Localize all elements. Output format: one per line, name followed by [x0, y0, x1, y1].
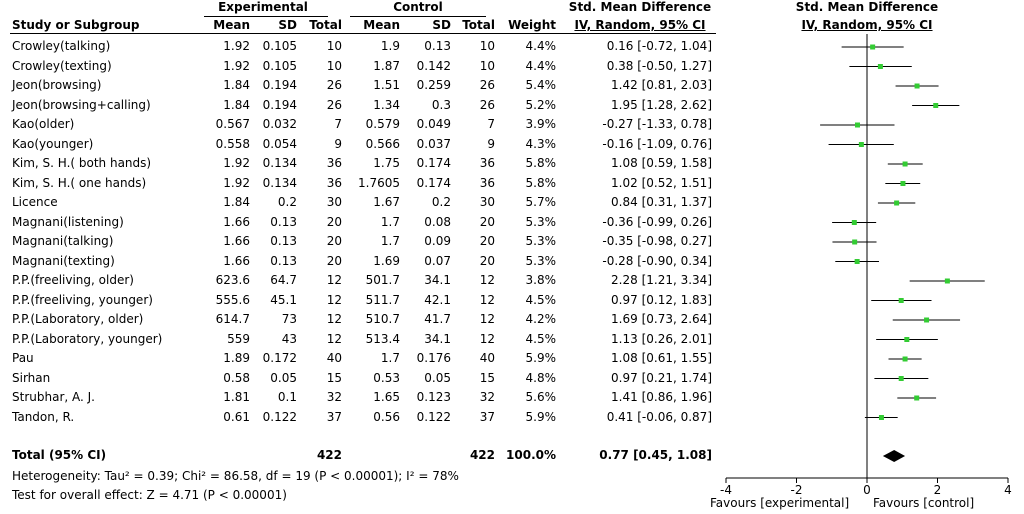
control-total: 36	[479, 156, 495, 170]
study-point	[852, 220, 857, 225]
control-total: 10	[479, 58, 495, 73]
experimental-sd: 0.032	[262, 117, 297, 131]
study-ci-text: -0.36 [-0.99, 0.26]	[602, 214, 712, 229]
study-ci-text: 0.97 [0.12, 1.83]	[611, 292, 712, 307]
study-weight: 5.3%	[525, 234, 556, 248]
experimental-mean: 0.61	[223, 409, 250, 424]
experimental-mean: 1.92	[223, 58, 250, 73]
study-point	[945, 279, 950, 284]
experimental-total: 20	[326, 214, 342, 229]
experimental-mean: 1.92	[223, 156, 250, 170]
experimental-total: 9	[334, 136, 342, 151]
experimental-sd: 0.194	[262, 78, 297, 92]
control-mean: 510.7	[365, 312, 400, 326]
study-ci-text: 1.13 [0.26, 2.01]	[611, 331, 712, 346]
experimental-total: 30	[326, 195, 342, 209]
study-weight: 4.5%	[525, 292, 556, 307]
experimental-total: 36	[326, 175, 342, 190]
control-total: 12	[479, 331, 495, 346]
control-mean: 1.7605	[358, 175, 400, 190]
experimental-mean: 614.7	[215, 312, 250, 326]
experimental-mean: 1.84	[223, 78, 250, 92]
control-total: 32	[479, 390, 495, 404]
experimental-total: 7	[334, 117, 342, 131]
study-ci-text: -0.35 [-0.98, 0.27]	[602, 234, 712, 248]
control-mean: 1.65	[373, 390, 400, 404]
x-tick-label: 2	[933, 483, 942, 497]
study-point	[852, 240, 857, 245]
favours-experimental-label: Favours [experimental]	[710, 496, 850, 510]
experimental-total: 32	[326, 390, 342, 404]
control-sd: 42.1	[424, 292, 451, 307]
study-name: Strubhar, A. J.	[12, 390, 95, 404]
study-name: Magnani(listening)	[12, 214, 124, 229]
experimental-mean: 0.558	[215, 136, 250, 151]
study-ci-text: 1.02 [0.52, 1.51]	[611, 175, 712, 190]
study-name: Sirhan	[12, 370, 51, 385]
experimental-total: 20	[326, 253, 342, 268]
study-name: Crowley(talking)	[12, 39, 111, 53]
study-ci-text: 1.41 [0.86, 1.96]	[611, 390, 712, 404]
study-ci-text: 1.69 [0.73, 2.64]	[611, 312, 712, 326]
pooled-diamond	[883, 450, 905, 462]
control-sd: 0.09	[424, 234, 451, 248]
experimental-sd: 73	[281, 312, 297, 326]
control-total: 40	[479, 351, 495, 365]
total-ci-text: 0.77 [0.45, 1.08]	[599, 448, 712, 462]
study-ci-text: -0.16 [-1.09, 0.76]	[602, 136, 712, 151]
experimental-sd: 43	[281, 331, 297, 346]
experimental-mean: 623.6	[215, 273, 250, 287]
study-point	[899, 298, 904, 303]
study-point	[900, 181, 905, 186]
control-total: 9	[487, 136, 495, 151]
control-total: 12	[479, 292, 495, 307]
control-total: 12	[479, 273, 495, 287]
study-weight: 4.5%	[525, 331, 556, 346]
control-sd: 0.174	[416, 175, 451, 190]
experimental-sd: 0.134	[262, 175, 297, 190]
study-name: P.P.(Laboratory, younger)	[12, 331, 163, 346]
experimental-sd-header: SD	[278, 18, 297, 32]
control-sd: 34.1	[424, 331, 451, 346]
study-name: P.P.(freeliving, older)	[12, 273, 134, 287]
study-ci-text: 0.84 [0.31, 1.37]	[611, 195, 712, 209]
control-mean: 1.9	[380, 39, 400, 53]
study-point	[870, 45, 875, 50]
smd-header: Std. Mean Difference	[568, 0, 712, 14]
study-ci-text: 1.08 [0.61, 1.55]	[611, 351, 712, 365]
heterogeneity-text: Heterogeneity: Tau² = 0.39; Chi² = 86.58, df = 19 (P < 0.00001); I² = 78%	[12, 469, 459, 483]
control-sd: 0.05	[424, 370, 451, 385]
total-label: Total (95% CI)	[12, 448, 107, 462]
study-weight: 5.8%	[525, 156, 556, 170]
experimental-sd: 45.1	[270, 292, 297, 307]
experimental-mean: 1.84	[223, 195, 250, 209]
experimental-total: 37	[326, 409, 342, 424]
experimental-mean: 0.567	[215, 117, 250, 131]
study-ci-text: 2.28 [1.21, 3.34]	[611, 273, 712, 287]
control-mean: 0.566	[365, 136, 400, 151]
study-point	[859, 142, 864, 147]
smd-subheader: IV, Random, 95% CI	[574, 18, 706, 32]
experimental-total: 15	[326, 370, 342, 385]
control-total: 20	[479, 253, 495, 268]
study-name: Crowley(texting)	[12, 58, 112, 73]
control-mean: 1.34	[373, 97, 400, 112]
experimental-mean: 1.92	[223, 39, 250, 53]
study-name: P.P.(Laboratory, older)	[12, 312, 144, 326]
overall-effect-text: Test for overall effect: Z = 4.71 (P < 0.00001)	[12, 488, 287, 502]
study-weight: 3.9%	[525, 117, 556, 131]
experimental-mean: 1.84	[223, 97, 250, 112]
experimental-sd: 0.105	[262, 39, 297, 53]
control-header: Control	[393, 0, 443, 14]
experimental-sd: 0.172	[262, 351, 297, 365]
study-name: Licence	[12, 195, 58, 209]
x-tick-label: -2	[790, 483, 803, 497]
study-point	[894, 201, 899, 206]
control-mean: 1.7	[380, 214, 400, 229]
total-weight: 100.0%	[506, 448, 556, 462]
experimental-sd: 0.122	[262, 409, 297, 424]
study-weight: 5.6%	[525, 390, 556, 404]
control-sd: 0.174	[416, 156, 451, 170]
experimental-total: 36	[326, 156, 342, 170]
experimental-sd: 0.13	[270, 253, 297, 268]
control-total: 36	[479, 175, 495, 190]
study-ci-text: 0.38 [-0.50, 1.27]	[606, 58, 712, 73]
study-weight: 5.7%	[525, 195, 556, 209]
study-weight: 5.3%	[525, 253, 556, 268]
control-sd: 0.122	[416, 409, 451, 424]
control-mean: 1.67	[373, 195, 400, 209]
control-total: 20	[479, 214, 495, 229]
study-point	[915, 84, 920, 89]
study-name: Tandon, R.	[12, 409, 75, 424]
study-weight: 5.2%	[525, 97, 556, 112]
experimental-total: 20	[326, 234, 342, 248]
experimental-sd: 0.105	[262, 58, 297, 73]
study-weight: 5.8%	[525, 175, 556, 190]
control-sd: 0.3	[431, 97, 451, 112]
study-weight: 5.9%	[525, 409, 556, 424]
study-ci-text: 0.16 [-0.72, 1.04]	[606, 39, 712, 53]
control-mean: 1.87	[373, 58, 400, 73]
experimental-sd: 0.134	[262, 156, 297, 170]
experimental-mean: 559	[227, 331, 250, 346]
study-name: Kao(older)	[12, 117, 75, 131]
plot-title: Std. Mean Difference	[795, 0, 939, 14]
study-name: Pau	[12, 351, 34, 365]
study-ci-text: 0.97 [0.21, 1.74]	[611, 370, 712, 385]
plot-subheader: IV, Random, 95% CI	[801, 18, 933, 32]
control-total: 7	[487, 117, 495, 131]
study-name: Jeon(browsing)	[12, 78, 102, 92]
x-tick-label: 0	[863, 483, 871, 497]
control-sd: 0.037	[416, 136, 451, 151]
control-mean: 501.7	[365, 273, 400, 287]
study-point	[878, 64, 883, 69]
study-weight: 4.8%	[525, 370, 556, 385]
study-point	[855, 259, 860, 264]
experimental-sd: 0.194	[262, 97, 297, 112]
study-weight: 4.3%	[525, 136, 556, 151]
control-sd-header: SD	[432, 18, 451, 32]
study-weight: 4.4%	[525, 39, 556, 53]
control-sd: 0.259	[416, 78, 451, 92]
control-total: 20	[479, 234, 495, 248]
experimental-total: 10	[326, 39, 342, 53]
control-mean: 1.7	[380, 234, 400, 248]
control-sd: 0.176	[416, 351, 451, 365]
study-name: Magnani(talking)	[12, 234, 114, 248]
study-ci-text: -0.28 [-0.90, 0.34]	[602, 253, 712, 268]
study-name: Kim, S. H.( one hands)	[12, 175, 147, 190]
experimental-sd: 0.13	[270, 234, 297, 248]
experimental-sd: 0.13	[270, 214, 297, 229]
study-name: Jeon(browsing+calling)	[12, 97, 151, 112]
experimental-mean: 1.81	[223, 390, 250, 404]
control-mean: 513.4	[365, 331, 400, 346]
experimental-total: 12	[326, 292, 342, 307]
experimental-sd: 0.1	[277, 390, 297, 404]
study-ci-text: 1.95 [1.28, 2.62]	[611, 97, 712, 112]
experimental-mean: 1.66	[223, 214, 250, 229]
experimental-total: 12	[326, 312, 342, 326]
control-total: 15	[479, 370, 495, 385]
experimental-mean: 555.6	[215, 292, 250, 307]
experimental-mean: 0.58	[223, 370, 250, 385]
control-mean: 0.56	[373, 409, 400, 424]
control-total: 26	[479, 97, 495, 112]
experimental-mean: 1.92	[223, 175, 250, 190]
experimental-header: Experimental	[218, 0, 308, 14]
experimental-total: 12	[326, 331, 342, 346]
study-name: P.P.(freeliving, younger)	[12, 292, 153, 307]
experimental-sd: 0.054	[262, 136, 297, 151]
study-point	[904, 337, 909, 342]
control-total: 10	[479, 39, 495, 53]
study-ci-text: 1.08 [0.59, 1.58]	[611, 156, 712, 170]
study-weight: 5.9%	[525, 351, 556, 365]
control-mean: 1.51	[373, 78, 400, 92]
study-name: Kim, S. H.( both hands)	[12, 156, 152, 170]
favours-control-label: Favours [control]	[873, 496, 975, 510]
experimental-sd: 0.2	[277, 195, 297, 209]
study-point	[903, 162, 908, 167]
weight-header: Weight	[508, 18, 556, 32]
x-tick-label: -4	[720, 483, 732, 497]
study-point	[924, 318, 929, 323]
experimental-total: 26	[326, 97, 342, 112]
control-mean: 1.75	[373, 156, 400, 170]
study-point	[879, 415, 884, 420]
experimental-sd: 0.05	[270, 370, 297, 385]
total-experimental: 422	[316, 448, 342, 462]
total-control: 422	[469, 448, 495, 462]
experimental-mean: 1.66	[223, 234, 250, 248]
x-tick-label: 4	[1004, 483, 1012, 497]
control-sd: 0.2	[431, 195, 451, 209]
control-mean: 511.7	[365, 292, 400, 307]
control-mean: 1.69	[373, 253, 400, 268]
study-point	[914, 396, 919, 401]
study-weight: 4.2%	[525, 312, 556, 326]
control-sd: 34.1	[424, 273, 451, 287]
study-ci-text: -0.27 [-1.33, 0.78]	[602, 117, 712, 131]
control-sd: 0.08	[424, 214, 451, 229]
experimental-mean-header: Mean	[213, 18, 250, 32]
control-mean: 0.579	[365, 117, 400, 131]
study-weight: 5.3%	[525, 214, 556, 229]
control-sd: 0.13	[424, 39, 451, 53]
study-name: Magnani(texting)	[12, 253, 115, 268]
control-sd: 0.07	[424, 253, 451, 268]
study-column-header: Study or Subgroup	[12, 18, 140, 32]
control-total: 26	[479, 78, 495, 92]
control-total: 30	[479, 195, 495, 209]
study-point	[933, 103, 938, 108]
experimental-total: 26	[326, 78, 342, 92]
experimental-mean: 1.66	[223, 253, 250, 268]
study-point	[899, 376, 904, 381]
study-ci-text: 0.41 [-0.06, 0.87]	[606, 409, 712, 424]
control-sd: 0.049	[416, 117, 451, 131]
control-mean: 0.53	[373, 370, 400, 385]
control-total: 12	[479, 312, 495, 326]
experimental-sd: 64.7	[270, 273, 297, 287]
study-weight: 5.4%	[525, 78, 556, 92]
experimental-total: 10	[326, 58, 342, 73]
study-point	[855, 123, 860, 128]
experimental-mean: 1.89	[223, 351, 250, 365]
study-weight: 3.8%	[525, 273, 556, 287]
control-total-header: Total	[462, 18, 495, 32]
study-point	[903, 357, 908, 362]
study-ci-text: 1.42 [0.81, 2.03]	[611, 78, 712, 92]
study-name: Kao(younger)	[12, 136, 94, 151]
experimental-total: 12	[326, 273, 342, 287]
study-weight: 4.4%	[525, 58, 556, 73]
control-total: 37	[479, 409, 495, 424]
experimental-total: 40	[326, 351, 342, 365]
control-sd: 0.142	[416, 58, 451, 73]
control-sd: 41.7	[424, 312, 451, 326]
experimental-total-header: Total	[309, 18, 342, 32]
control-mean-header: Mean	[363, 18, 400, 32]
control-mean: 1.7	[380, 351, 400, 365]
control-sd: 0.123	[416, 390, 451, 404]
